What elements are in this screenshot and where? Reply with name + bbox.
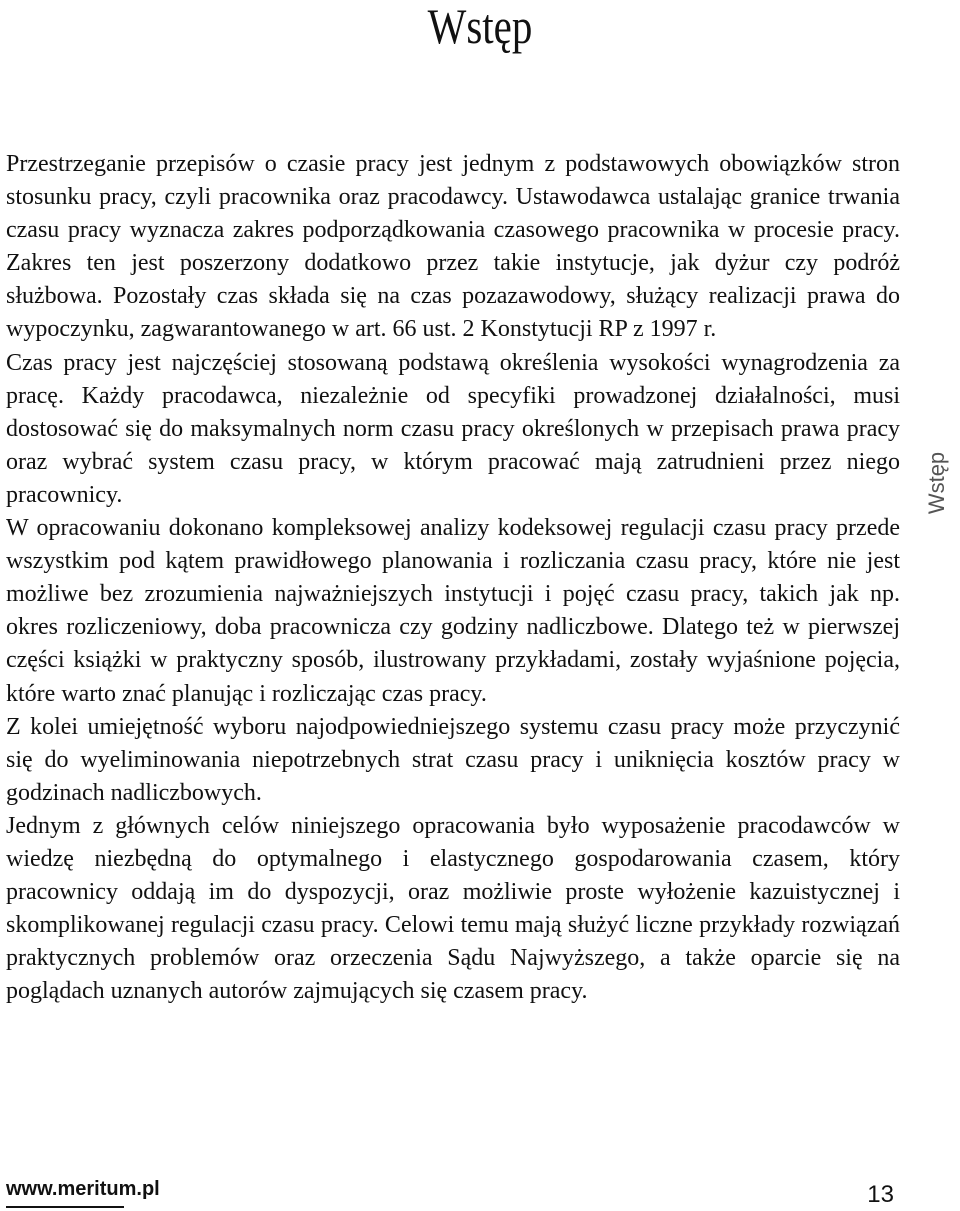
page-title: Wstęp bbox=[427, 0, 533, 54]
page-number: 13 bbox=[867, 1181, 894, 1208]
paragraph-5: Jednym z głównych celów niniejszego opracowania było wyposażenie pracodawców w wiedzę niezbędną do optymalnego i elastycznego gospodarowania czasem, który pracownicy oddają im do dyspozycji, oraz możliwie proste wyłożenie kazuistycznej i skomplikowanej regulacji czasu pracy. Celowi temu mają służyć liczne przykłady rozwiązań praktycznych problemów oraz orzeczenia Sądu Najwyższego, a także oparcie się na poglądach uznanych autorów zajmujących się czasem pracy. bbox=[6, 812, 900, 1005]
side-tab-label: Wstęp bbox=[924, 451, 950, 515]
paragraph-4: Z kolei umiejętność wyboru najodpowiedniejszego systemu czasu pracy może przyczynić się do wyeliminowania niepotrzebnych strat czasu pracy i uniknięcia kosztów pracy w godzinach nadliczbowych. bbox=[6, 713, 900, 806]
side-tab bbox=[922, 428, 952, 538]
paragraph-2: Czas pracy jest najczęściej stosowaną podstawą określenia wysokości wynagrodzenia za pracę. Każdy pracodawca, niezależnie od specyfiki prowadzonej działalności, musi dostosować się do maksymalnych norm czasu pracy określonych w przepisach prawa pracy oraz wybrać system czasu pracy, w którym pracować mają zatrudnieni przez niego pracownicy. bbox=[6, 349, 900, 508]
footer-url: www.meritum.pl bbox=[6, 1178, 160, 1200]
paragraph-3: W opracowaniu dokonano kompleksowej analizy kodeksowej regulacji czasu pracy przede wszystkim pod kątem prawidłowego planowania i rozliczania czasu pracy, które nie jest możliwe bez zrozumienia najważniejszych instytucji i pojęć czasu pracy, takich jak np. okres rozliczeniowy, doba pracownicza czy godziny nadliczbowe. Dlatego też w pierwszej części książki w praktyczny sposób, ilustrowany przykładami, zostały wyjaśnione pojęcia, które warto znać planując i rozliczając czas pracy. bbox=[6, 515, 900, 707]
footer-rule bbox=[6, 1206, 124, 1208]
body-text bbox=[6, 148, 900, 1008]
paragraph-1: Przestrzeganie przepisów o czasie pracy jest jednym z podstawowych obowiązków stron stosunku pracy, czyli pracownika oraz pracodawcy. Ustawodawca ustalając granice trwania czasu pracy wyznacza zakres podporządkowania czasowego pracownika w procesie pracy. Zakres ten jest poszerzony dodatkowo przez takie instytucje, jak dyżur czy podróż służbowa. Pozostały czas składa się na czas pozazawodowy, służący realizacji prawa do wypoczynku, zagwarantowanego w art. 66 ust. 2 Konstytucji RP z 1997 r. bbox=[6, 151, 900, 343]
